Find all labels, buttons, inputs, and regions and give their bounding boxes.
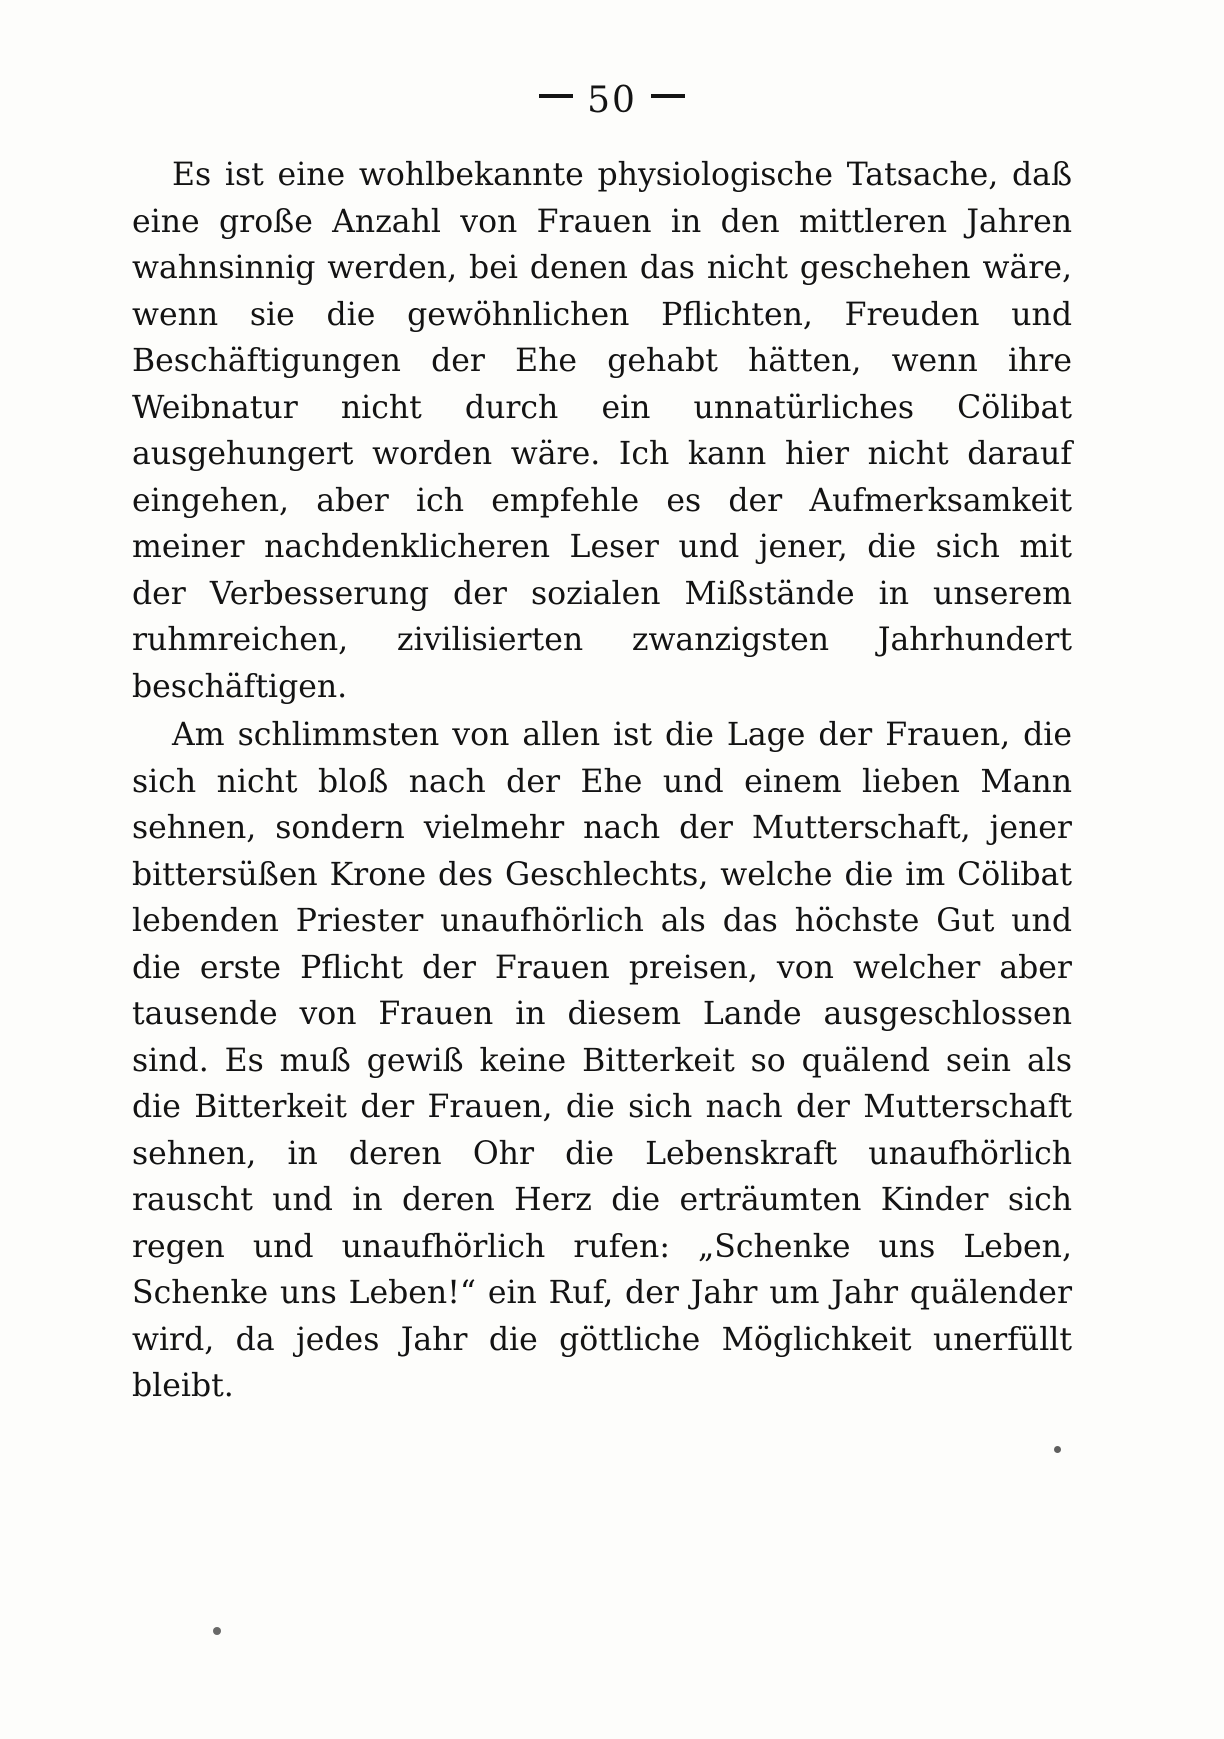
ink-speck [1054, 1446, 1061, 1453]
paragraph [132, 152, 1072, 710]
header-rule-right [651, 94, 685, 98]
header-rule-left [539, 94, 573, 98]
page-number: 50 [587, 79, 637, 121]
paragraph-text: Es ist eine wohlbekannte physiologische Tatsache, daß eine große Anzahl von Frauen in den mittleren Jahren wahnsinnig werden, bei denen das nicht geschehen wäre, wenn sie die gewöhnlichen Pflichten, Freuden und Beschäftigungen der Ehe gehabt hätten, wenn ihre Weibnatur nicht durch ein unnatürliches Cölibat ausgehungert worden wäre. Ich kann hier nicht darauf eingehen, aber ich empfehle es der Aufmerksamkeit meiner nachdenklicheren Leser und jener, die sich mit der Verbesserung der sozialen Mißstände in unserem ruhmreichen, zivilisierten zwanzigsten Jahrhundert beschäftigen. [132, 157, 1072, 705]
paragraph [132, 712, 1072, 1410]
ink-speck [213, 1627, 221, 1635]
page-header [0, 78, 1224, 121]
body-text [132, 152, 1072, 1410]
paragraph-text: Am schlimmsten von allen ist die Lage der Frauen, die sich nicht bloß nach der Ehe und einem lieben Mann sehnen, sondern vielmehr nach der Mutterschaft, jener bittersüßen Krone des Geschlechts, welche die im Cölibat lebenden Priester unaufhörlich als das höchste Gut und die erste Pflicht der Frauen preisen, von welcher aber tausende von Frauen in diesem Lande ausgeschlossen sind. Es muß gewiß keine Bitterkeit so quälend sein als die Bitterkeit der Frauen, die sich nach der Mutterschaft sehnen, in deren Ohr die Lebenskraft unaufhörlich rauscht und in deren Herz die erträumten Kinder sich regen und unaufhörlich rufen: „Schenke uns Leben, Schenke uns Leben!“ ein Ruf, der Jahr um Jahr quälender wird, da jedes Jahr die göttliche Möglichkeit unerfüllt bleibt. [132, 717, 1072, 1404]
